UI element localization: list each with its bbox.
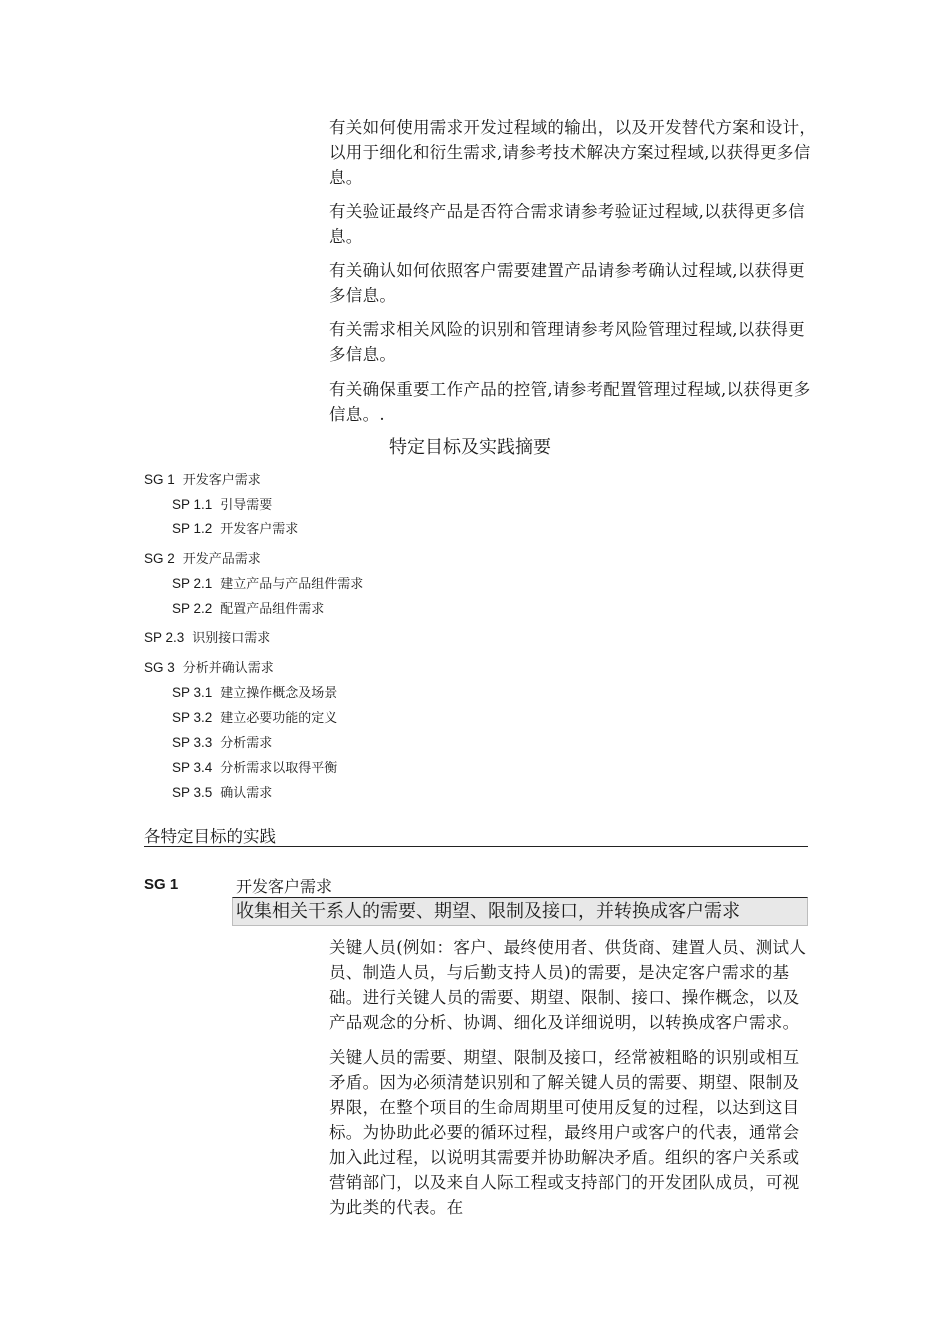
sg1-paragraph-2: 关键人员的需要、期望、限制及接口，经常被粗略的识别或相互矛盾。因为必须清楚识别和了解关键人员的需要、期望、限制及界限，在整个项目的生命周期里可使用反复的过程，以达到这目标。为协助此必要的循环过程，最终用户或客户的代表，通常会加入此过程，以说明其需要并协助解决矛盾。组织的客户关系或营销部门，以及来自人际工程或支持部门的开发团队成员，可视为此类的代表。在 (329, 1048, 800, 1217)
summary-item-sg3: SG 3 分析并确认需求 (144, 660, 274, 676)
summary-title: 特定目标及实践摘要 (389, 437, 551, 458)
intro-paragraph-3: 有关确认如何依照客户需要建置产品请参考确认过程域,以获得更多信息。 (329, 261, 805, 305)
practices-heading-rule (144, 846, 808, 847)
summary-item-sp1-1: SP 1.1 引导需要 (172, 497, 273, 513)
summary-item-sp2-2: SP 2.2 配置产品组件需求 (172, 601, 325, 617)
summary-item-sp3-3: SP 3.3 分析需求 (172, 735, 273, 751)
summary-item-sp2-3: SP 2.3 识别接口需求 (144, 630, 271, 646)
summary-item-sp1-2: SP 1.2 开发客户需求 (172, 521, 299, 537)
intro-paragraph-1: 有关如何使用需求开发过程域的输出，以及开发替代方案和设计，以用于细化和衍生需求,请参考技术解决方案过程域,以获得更多信息。 (329, 118, 817, 187)
intro-paragraph-2: 有关验证最终产品是否符合需求请参考验证过程域,以获得更多信息。 (329, 202, 805, 246)
summary-item-sp3-1: SP 3.1 建立操作概念及场景 (172, 685, 338, 701)
summary-item-sp3-5: SP 3.5 确认需求 (172, 785, 273, 801)
sg1-goal-statement: 收集相关干系人的需要、期望、限制及接口，并转换成客户需求 (232, 897, 808, 926)
summary-item-sp3-4: SP 3.4 分析需求以取得平衡 (172, 760, 338, 776)
intro-paragraph-4: 有关需求相关风险的识别和管理请参考风险管理过程域,以获得更多信息。 (329, 320, 805, 364)
practices-heading: 各特定目标的实践 (144, 827, 276, 846)
sg1-code: SG 1 (144, 876, 179, 893)
summary-item-sp3-2: SP 3.2 建立必要功能的定义 (172, 710, 338, 726)
sg1-title: 开发客户需求 (236, 877, 333, 896)
summary-item-sg2: SG 2 开发产品需求 (144, 551, 261, 567)
summary-item-sg1: SG 1 开发客户需求 (144, 472, 261, 488)
summary-item-sp2-1: SP 2.1 建立产品与产品组件需求 (172, 576, 364, 592)
sg1-paragraph-1: 关键人员(例如：客户、最终使用者、供货商、建置人员、测试人员、制造人员，与后勤支持人员)的需要，是决定客户需求的基础。进行关键人员的需要、期望、限制、接口、操作概念，以及产品观念的分析、协调、细化及详细说明，以转换成客户需求。 (329, 938, 807, 1032)
intro-paragraph-5: 有关确保重要工作产品的控管,请参考配置管理过程域,以获得更多信息。. (329, 380, 811, 424)
